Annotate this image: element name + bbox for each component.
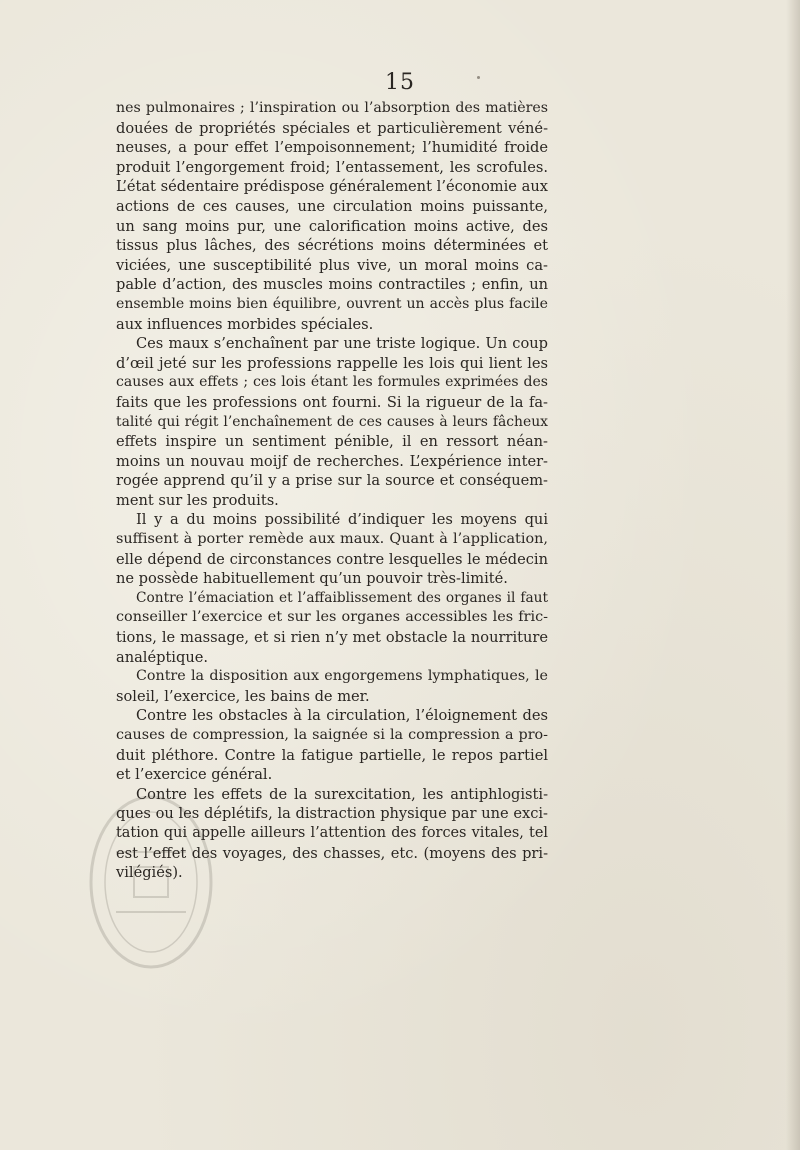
text-line: tissus plus lâches, des sécrétions moins déterminées et: [116, 237, 548, 255]
text-line: pable d’action, des muscles moins contractiles ; enfin, un: [116, 276, 548, 294]
text-line: Contre les obstacles à la circulation, l’éloignement des: [136, 707, 548, 725]
text-line: un sang moins pur, une calorification moins active, des: [116, 217, 548, 235]
text-line: causes de compression, la saignée si la compression a pro-: [116, 727, 548, 743]
text-line: vilégiés).: [116, 864, 183, 882]
text-line: causes aux effets ; ces lois étant les formules exprimées des: [116, 374, 548, 391]
page-number: 15: [385, 70, 415, 95]
text-line: moins un nouvau moijf de recherches. L’expérience inter-: [116, 452, 548, 470]
page-edge-shadow: [786, 0, 800, 1150]
text-line: suffisent à porter remède aux maux. Quant à l’application,: [116, 531, 548, 548]
text-line: douées de propriétés spéciales et particulièrement véné-: [116, 119, 548, 137]
text-line: Contre les effets de la surexcitation, les antiphlogisti-: [136, 785, 548, 803]
text-line: ques ou les déplétifs, la distraction physique par une exci-: [116, 805, 548, 823]
text-line: Il y a du moins possibilité d’indiquer les moyens qui: [136, 511, 548, 529]
text-line: elle dépend de circonstances contre lesquelles le médecin: [116, 550, 548, 568]
text-line: actions de ces causes, une circulation moins puissante,: [116, 197, 548, 215]
text-line: est l’effet des voyages, des chasses, etc. (moyens des pri-: [116, 844, 548, 862]
text-line: nes pulmonaires ; l’inspiration ou l’absorption des matières: [116, 100, 548, 116]
text-line: rogée apprend qu’il y a prise sur la source et conséquem-: [116, 472, 548, 490]
text-line: analéptique.: [116, 648, 208, 666]
text-line: faits que les professions ont fourni. Si la rigueur de la fa-: [116, 393, 548, 411]
text-line: soleil, l’exercice, les bains de mer.: [116, 687, 370, 705]
text-line: Contre l’émaciation et l’affaiblissement des organes il faut: [136, 589, 548, 606]
text-line: produit l’engorgement froid; l’entassement, les scrofules.: [116, 158, 548, 176]
text-line: Ces maux s’enchaînent par une triste logique. Un coup: [136, 335, 548, 353]
text-line: d’œil jeté sur les professions rappelle les lois qui lient les: [116, 354, 548, 372]
text-line: neuses, a pour effet l’empoisonnement; l’humidité froide: [116, 139, 548, 157]
text-line: Contre la disposition aux engorgemens lymphatiques, le: [136, 668, 548, 685]
text-line: ment sur les produits.: [116, 491, 279, 509]
text-line: L’état sédentaire prédispose généralement l’économie aux: [116, 178, 548, 196]
text-line: tation qui appelle ailleurs l’attention des forces vitales, tel: [116, 824, 548, 841]
text-line: ne possède habituellement qu’un pouvoir très-limité.: [116, 570, 508, 588]
text-line: conseiller l’exercice et sur les organes accessibles les fric-: [116, 609, 548, 626]
text-line: talité qui régit l’enchaînement de ces causes à leurs fâcheux: [116, 413, 548, 430]
text-line: tions, le massage, et si rien n’y met obstacle la nourriture: [116, 629, 548, 647]
text-line: et l’exercice général.: [116, 766, 273, 784]
text-line: ensemble moins bien équilibre, ouvrent un accès plus facile: [116, 295, 548, 312]
library-stamp-icon: [86, 792, 216, 972]
text-line: aux influences morbides spéciales.: [116, 315, 374, 333]
text-line: duit pléthore. Contre la fatigue partielle, le repos partiel: [116, 746, 548, 764]
text-line: viciées, une susceptibilité plus vive, un moral moins ca-: [116, 256, 548, 274]
body-text: [116, 99, 548, 883]
text-line: effets inspire un sentiment pénible, il en ressort néan-: [116, 433, 548, 451]
